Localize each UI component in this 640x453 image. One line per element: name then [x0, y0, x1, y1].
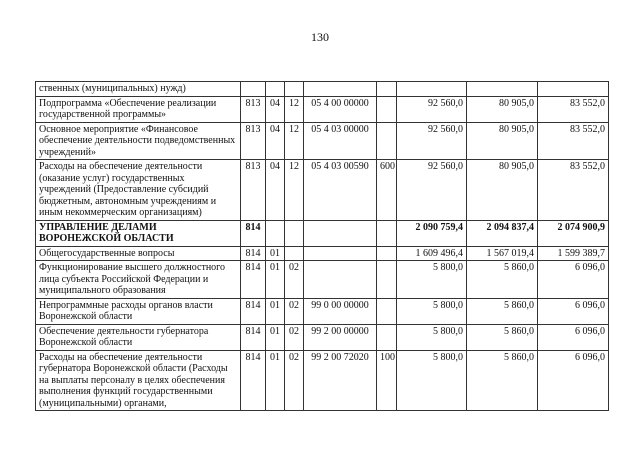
- cell-year2: 2 094 837,4: [467, 220, 538, 246]
- cell-gr: 814: [241, 246, 266, 261]
- cell-csr: 05 4 03 00000: [304, 122, 377, 160]
- cell-rz: 01: [266, 350, 285, 411]
- cell-year2: 80 905,0: [467, 160, 538, 221]
- cell-year3: 83 552,0: [538, 96, 609, 122]
- cell-pr: 12: [285, 122, 304, 160]
- cell-name: Основное мероприятие «Финансовое обеспечение деятельности подведомственных учреждений»: [36, 122, 241, 160]
- cell-rz: 04: [266, 122, 285, 160]
- cell-gr: 813: [241, 160, 266, 221]
- cell-rz: 01: [266, 298, 285, 324]
- table-row: [36, 160, 609, 221]
- cell-name: Функционирование высшего должностного лица субъекта Российской Федерации и муниципального образования: [36, 261, 241, 299]
- cell-gr: 813: [241, 96, 266, 122]
- cell-year3: 6 096,0: [538, 324, 609, 350]
- cell-vr: 600: [377, 160, 397, 221]
- cell-year2: [467, 82, 538, 97]
- cell-pr: 02: [285, 298, 304, 324]
- cell-name: ственных (муниципальных) нужд): [36, 82, 241, 97]
- cell-year3: 83 552,0: [538, 122, 609, 160]
- table-row: [36, 298, 609, 324]
- cell-year3: 6 096,0: [538, 261, 609, 299]
- cell-year1: 92 560,0: [397, 122, 467, 160]
- cell-name: Расходы на обеспечение деятельности губернатора Воронежской области (Расходы на выплаты персоналу в целях обеспечения выполнения функций государственными (муниципальными) органами,: [36, 350, 241, 411]
- cell-csr: [304, 220, 377, 246]
- cell-year2: 80 905,0: [467, 96, 538, 122]
- cell-year1: [397, 82, 467, 97]
- cell-name: Общегосударственные вопросы: [36, 246, 241, 261]
- table-row: [36, 261, 609, 299]
- table-row: [36, 350, 609, 411]
- cell-rz: [266, 82, 285, 97]
- table-row: [36, 246, 609, 261]
- cell-csr: 99 2 00 00000: [304, 324, 377, 350]
- cell-rz: [266, 220, 285, 246]
- cell-year2: 5 860,0: [467, 324, 538, 350]
- cell-name: УПРАВЛЕНИЕ ДЕЛАМИ ВОРОНЕЖСКОЙ ОБЛАСТИ: [36, 220, 241, 246]
- cell-vr: [377, 246, 397, 261]
- cell-year2: 5 860,0: [467, 261, 538, 299]
- cell-csr: 05 4 03 00590: [304, 160, 377, 221]
- cell-year2: 1 567 019,4: [467, 246, 538, 261]
- cell-gr: 814: [241, 324, 266, 350]
- cell-pr: 02: [285, 324, 304, 350]
- cell-pr: 12: [285, 160, 304, 221]
- cell-year1: 92 560,0: [397, 160, 467, 221]
- cell-vr: [377, 261, 397, 299]
- cell-pr: 12: [285, 96, 304, 122]
- cell-vr: [377, 298, 397, 324]
- cell-rz: 04: [266, 160, 285, 221]
- table-row: [36, 96, 609, 122]
- cell-gr: 814: [241, 350, 266, 411]
- cell-year3: 83 552,0: [538, 160, 609, 221]
- cell-year1: 2 090 759,4: [397, 220, 467, 246]
- cell-vr: [377, 324, 397, 350]
- cell-csr: [304, 246, 377, 261]
- cell-pr: [285, 220, 304, 246]
- cell-vr: [377, 122, 397, 160]
- page-number: 130: [311, 30, 329, 44]
- table-row: [36, 220, 609, 246]
- cell-gr: 813: [241, 122, 266, 160]
- cell-csr: [304, 261, 377, 299]
- cell-vr: [377, 82, 397, 97]
- cell-pr: [285, 246, 304, 261]
- cell-gr: 814: [241, 220, 266, 246]
- cell-year3: 2 074 900,9: [538, 220, 609, 246]
- cell-name: Обеспечение деятельности губернатора Воронежской области: [36, 324, 241, 350]
- cell-name: Непрограммные расходы органов власти Воронежской области: [36, 298, 241, 324]
- cell-csr: 99 2 00 72020: [304, 350, 377, 411]
- cell-year1: 5 800,0: [397, 261, 467, 299]
- cell-gr: [241, 82, 266, 97]
- table-row: [36, 324, 609, 350]
- cell-name: Подпрограмма «Обеспечение реализации государственной программы»: [36, 96, 241, 122]
- cell-year1: 5 800,0: [397, 350, 467, 411]
- cell-rz: 04: [266, 96, 285, 122]
- table-row: [36, 82, 609, 97]
- cell-year2: 5 860,0: [467, 350, 538, 411]
- cell-year2: 80 905,0: [467, 122, 538, 160]
- cell-pr: 02: [285, 261, 304, 299]
- cell-csr: 05 4 00 00000: [304, 96, 377, 122]
- cell-year3: 6 096,0: [538, 350, 609, 411]
- cell-vr: 100: [377, 350, 397, 411]
- cell-rz: 01: [266, 261, 285, 299]
- cell-pr: [285, 82, 304, 97]
- cell-csr: [304, 82, 377, 97]
- cell-year1: 1 609 496,4: [397, 246, 467, 261]
- cell-year3: 1 599 389,7: [538, 246, 609, 261]
- cell-rz: 01: [266, 324, 285, 350]
- cell-rz: 01: [266, 246, 285, 261]
- cell-gr: 814: [241, 298, 266, 324]
- cell-gr: 814: [241, 261, 266, 299]
- cell-pr: 02: [285, 350, 304, 411]
- cell-name: Расходы на обеспечение деятельности (оказание услуг) государственных учреждений (Предоставление субсидий бюджетным, автономным учреждениям и иным некоммерческим организациям): [36, 160, 241, 221]
- cell-year3: 6 096,0: [538, 298, 609, 324]
- cell-year1: 92 560,0: [397, 96, 467, 122]
- table-row: [36, 122, 609, 160]
- cell-year1: 5 800,0: [397, 324, 467, 350]
- cell-year3: [538, 82, 609, 97]
- cell-year1: 5 800,0: [397, 298, 467, 324]
- cell-vr: [377, 220, 397, 246]
- cell-year2: 5 860,0: [467, 298, 538, 324]
- budget-table: [35, 81, 609, 411]
- cell-vr: [377, 96, 397, 122]
- cell-csr: 99 0 00 00000: [304, 298, 377, 324]
